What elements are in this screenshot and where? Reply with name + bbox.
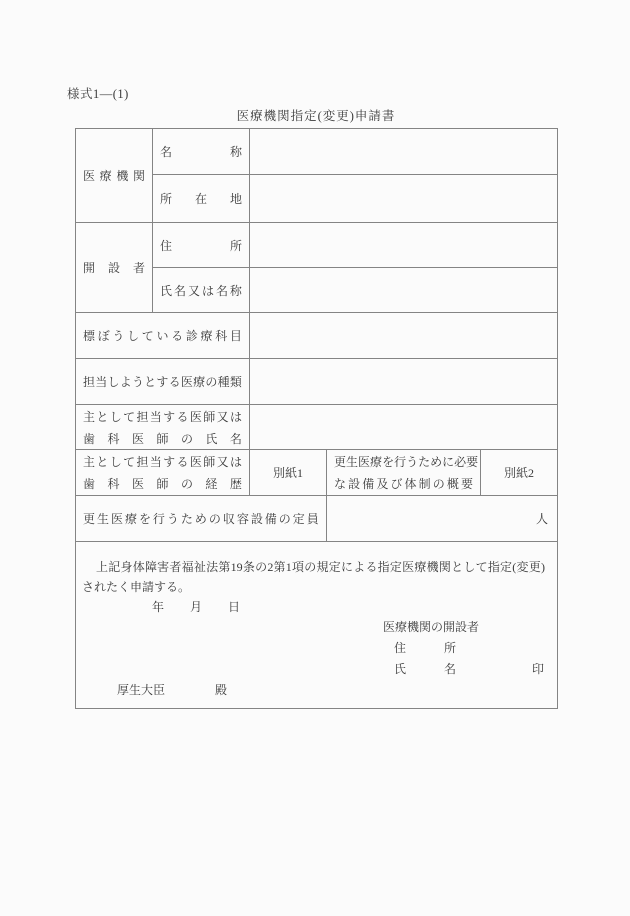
medical-institution-group-cell — [76, 129, 153, 223]
doctor-name-label-cell — [76, 405, 250, 450]
attachment1-cell — [250, 450, 327, 496]
founder-address-label-cell — [153, 223, 250, 268]
declaration-cell — [76, 542, 558, 709]
application-form-table — [75, 128, 558, 709]
attachment1-label: 別紙1 — [272, 466, 303, 480]
medical-institution-group-label: 医 療 機 関 — [83, 169, 145, 183]
signer-name-line — [394, 659, 544, 680]
founder-address-value-cell — [250, 223, 558, 268]
seal-label: 印 — [531, 662, 544, 676]
month-label: 月 — [190, 600, 203, 614]
institution-location-label-cell — [153, 175, 250, 223]
date-line — [152, 597, 557, 617]
signer-title: 医療機関の開設者 — [383, 620, 480, 634]
departments-label: 標 ぼ う し て い る 診 療 科 目 — [83, 329, 242, 343]
signer-name-label: 氏 名 — [394, 662, 470, 676]
addressee-label: 厚生大臣 — [117, 683, 166, 697]
departments-label-cell — [76, 313, 250, 359]
care-type-value-cell — [250, 359, 558, 405]
honorific-label: 殿 — [215, 683, 228, 697]
founder-group-cell — [76, 223, 153, 313]
founder-name-label-cell — [153, 268, 250, 313]
institution-name-value-cell — [250, 129, 558, 175]
care-type-label: 担 当 し よ う と す る 医 療 の 種 類 — [83, 375, 242, 389]
year-label: 年 — [152, 600, 165, 614]
doctor-name-label-line1: 主 と し て 担 当 す る 医 師 又 は — [83, 409, 242, 424]
form-code: 様式1―(1) — [67, 87, 129, 101]
capacity-label: 更 生 医 療 を 行 う た め の 収 容 設 備 の 定 員 — [83, 512, 319, 526]
founder-address-label: 住 所 — [160, 238, 242, 253]
institution-name-label-cell — [153, 129, 250, 175]
founder-name-value-cell — [250, 268, 558, 313]
founder-name-label: 氏 名 又 は 名 称 — [160, 283, 242, 298]
departments-value-cell — [250, 313, 558, 359]
institution-name-label: 名 称 — [160, 145, 242, 159]
capacity-value-cell — [327, 496, 558, 542]
founder-group-label: 開 設 者 — [83, 261, 145, 275]
facilities-label-line2: な 設 備 及 び 体 制 の 概 要 — [334, 477, 473, 491]
care-type-label-cell — [76, 359, 250, 405]
facilities-label-line1: 更 生 医 療 を 行 う た め に 必 要 — [334, 455, 479, 469]
declaration-text: 上記身体障害者福祉法第19条の2第1項の規定による指定医療機関として指定(変更)されたく申請する。 — [82, 560, 545, 594]
capacity-label-cell — [76, 496, 327, 542]
attachment2-label: 別紙2 — [503, 466, 534, 480]
doctor-career-label-line2: 歯 科 医 師 の 経 歴 — [83, 477, 242, 491]
capacity-unit-label: 人 — [535, 512, 548, 526]
doctor-career-label-line1: 主 と し て 担 当 す る 医 師 又 は — [83, 455, 242, 469]
institution-location-value-cell — [250, 175, 558, 223]
attachment2-cell — [481, 450, 558, 496]
institution-location-label: 所 在 地 — [160, 192, 242, 206]
page-title: 医療機関指定(変更)申請書 — [236, 109, 396, 123]
addressee-line — [117, 680, 557, 700]
doctor-name-label-line2: 歯 科 医 師 の 氏 名 — [83, 431, 242, 446]
doctor-name-value-cell — [250, 405, 558, 450]
doctor-career-label-cell — [76, 450, 250, 496]
day-label: 日 — [228, 600, 241, 614]
facilities-label-cell — [327, 450, 481, 496]
signer-address-label: 住 所 — [394, 641, 470, 655]
